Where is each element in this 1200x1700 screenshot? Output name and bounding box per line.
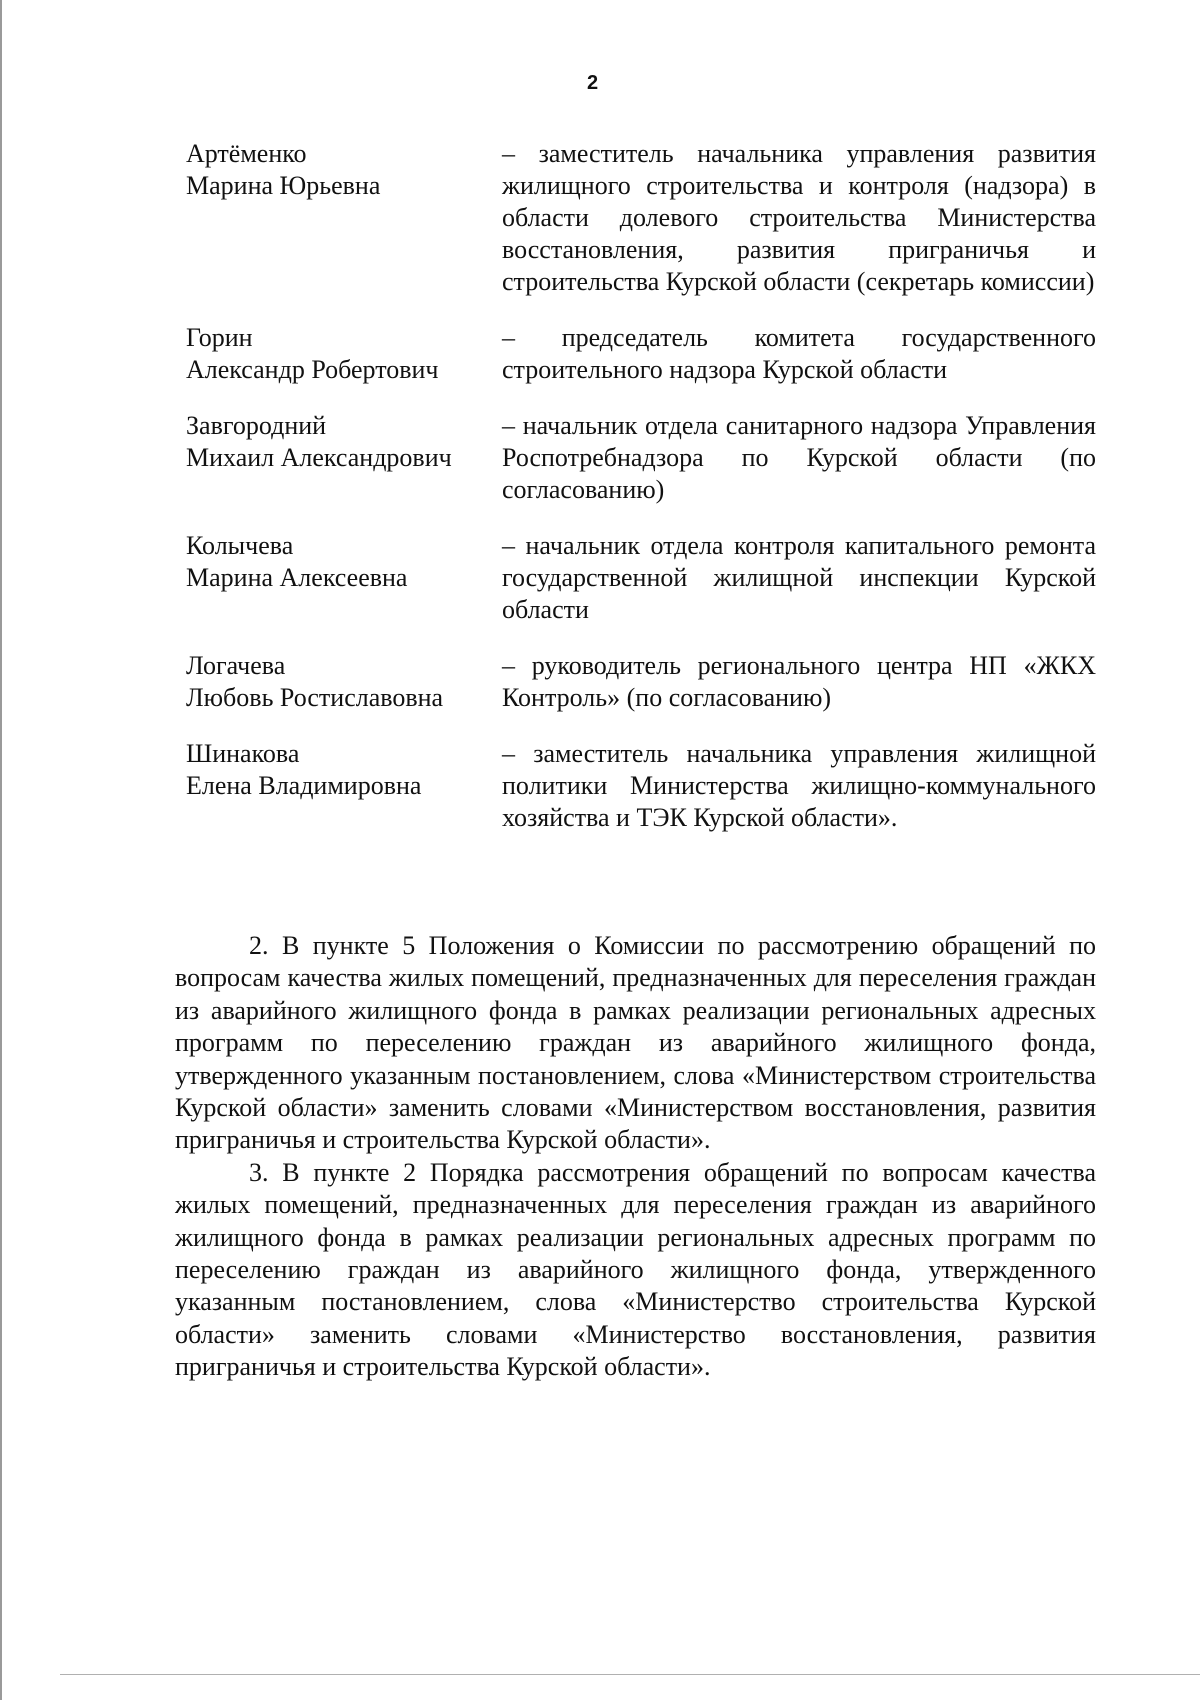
scan-left-edge bbox=[0, 0, 2, 1700]
member-role: – председатель комитета государственного строительного надзора Курской области bbox=[502, 323, 1096, 384]
member-name bbox=[186, 410, 502, 506]
amendment-paragraph: 3. В пункте 2 Порядка рассмотрения обращений по вопросам качества жилых помещений, предназначенных для переселения граждан из аварийного жилищного фонда в рамках реализации региональных адресных программ по переселению граждан из аварийного жилищного фонда, утвержденного указанным постановлением, слова «Министерство строительства Курской области» заменить словами «Министерство восстановления, развития приграничья и строительства Курской области». bbox=[175, 1157, 1096, 1382]
member-entry bbox=[186, 650, 1096, 714]
member-name bbox=[186, 322, 502, 386]
member-name bbox=[186, 738, 502, 834]
member-name bbox=[186, 530, 502, 626]
member-entry bbox=[186, 322, 1096, 386]
amendment-paragraphs bbox=[175, 930, 1096, 1384]
member-given-names: Александр Робертович bbox=[186, 355, 439, 384]
member-entry bbox=[186, 738, 1096, 834]
member-surname: Логачева bbox=[186, 651, 286, 680]
scan-bottom-line bbox=[60, 1674, 1200, 1675]
member-surname: Колычева bbox=[186, 531, 294, 560]
page-number: 2 bbox=[586, 72, 599, 94]
member-entry bbox=[186, 138, 1096, 298]
amendment-paragraph: 2. В пункте 5 Положения о Комиссии по рассмотрению обращений по вопросам качества жилых помещений, предназначенных для переселения граждан из аварийного жилищного фонда в рамках реализации региональных адресных программ по переселению граждан из аварийного жилищного фонда, утвержденного указанным постановлением, слова «Министерством строительства Курской области» заменить словами «Министерством восстановления, развития приграничья и строительства Курской области». bbox=[175, 931, 1096, 1155]
member-surname: Шинакова bbox=[186, 739, 300, 768]
commission-members-list bbox=[186, 138, 1096, 858]
member-role: – начальник отдела санитарного надзора Управления Роспотребнадзора по Курской области (по согласованию) bbox=[502, 411, 1096, 504]
member-role: – начальник отдела контроля капитального ремонта государственной жилищной инспекции Курской области bbox=[502, 531, 1096, 624]
member-given-names: Марина Юрьевна bbox=[186, 171, 381, 200]
member-given-names: Михаил Александрович bbox=[186, 443, 452, 472]
member-entry bbox=[186, 410, 1096, 506]
member-given-names: Марина Алексеевна bbox=[186, 563, 408, 592]
member-role: – заместитель начальника управления развития жилищного строительства и контроля (надзора) в области долевого строительства Министерства восстановления, развития приграничья и строительства Курской области (секретарь комиссии) bbox=[502, 139, 1096, 296]
member-surname: Артёменко bbox=[186, 139, 307, 168]
member-name bbox=[186, 138, 502, 298]
member-role: – заместитель начальника управления жилищной политики Министерства жилищно-коммунального хозяйства и ТЭК Курской области». bbox=[502, 739, 1096, 832]
member-role: – руководитель регионального центра НП «ЖКХ Контроль» (по согласованию) bbox=[502, 651, 1096, 712]
member-surname: Завгородний bbox=[186, 411, 327, 440]
member-given-names: Елена Владимировна bbox=[186, 771, 422, 800]
member-surname: Горин bbox=[186, 323, 253, 352]
member-given-names: Любовь Ростиславовна bbox=[186, 683, 444, 712]
member-entry bbox=[186, 530, 1096, 626]
member-name bbox=[186, 650, 502, 714]
